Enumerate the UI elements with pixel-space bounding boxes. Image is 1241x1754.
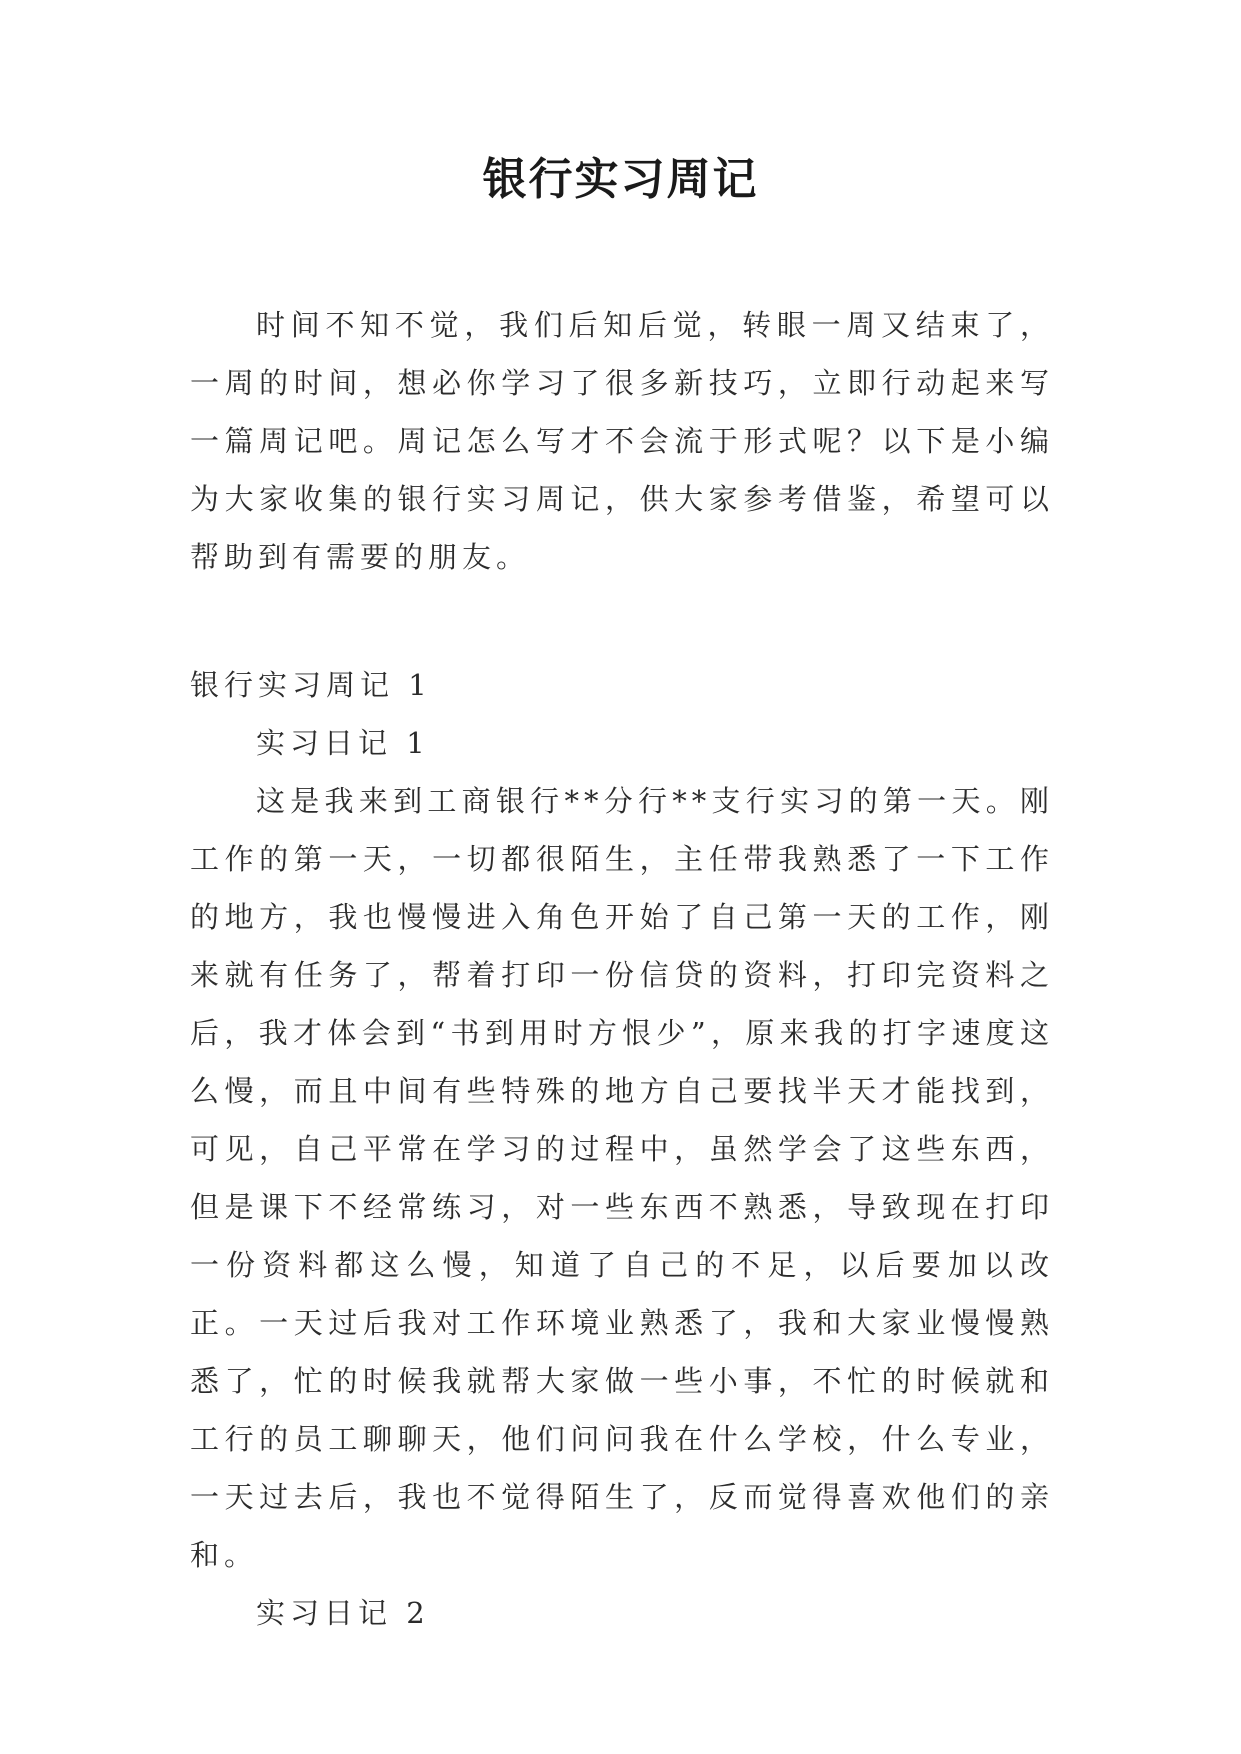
intro-paragraph: 时间不知不觉，我们后知后觉，转眼一周又结束了，一周的时间，想必你学习了很多新技巧，立即行动起来写一篇周记吧。周记怎么写才不会流于形式呢？以下是小编为大家收集的银行实习周记，供大家参考借鉴，希望可以帮助到有需要的朋友。 xyxy=(190,308,1054,574)
diary-2-heading: 实习日记 2 xyxy=(256,1596,430,1630)
section-heading: 银行实习周记 1 xyxy=(190,668,432,702)
document-body xyxy=(190,296,1054,1642)
diary-1-paragraph: 这是我来到工商银行**分行**支行实习的第一天。刚工作的第一天，一切都很陌生，主任带我熟悉了一下工作的地方，我也慢慢进入角色开始了自己第一天的工作，刚来就有任务了，帮着打印一份信贷的资料，打印完资料之后，我才体会到“书到用时方恨少”，原来我的打字速度这么慢，而且中间有些特殊的地方自己要找半天才能找到，可见，自己平常在学习的过程中，虽然学会了这些东西，但是课下不经常练习，对一些东西不熟悉，导致现在打印一份资料都这么慢，知道了自己的不足，以后要加以改正。一天过后我对工作环境业熟悉了，我和大家业慢慢熟悉了，忙的时候我就帮大家做一些小事，不忙的时候就和工行的员工聊聊天，他们问问我在什么学校，什么专业，一天过去后，我也不觉得陌生了，反而觉得喜欢他们的亲和。 xyxy=(190,784,1054,1572)
paragraph-gap xyxy=(190,586,1054,656)
diary-1-heading: 实习日记 1 xyxy=(256,726,430,760)
document-title: 银行实习周记 xyxy=(482,154,759,205)
